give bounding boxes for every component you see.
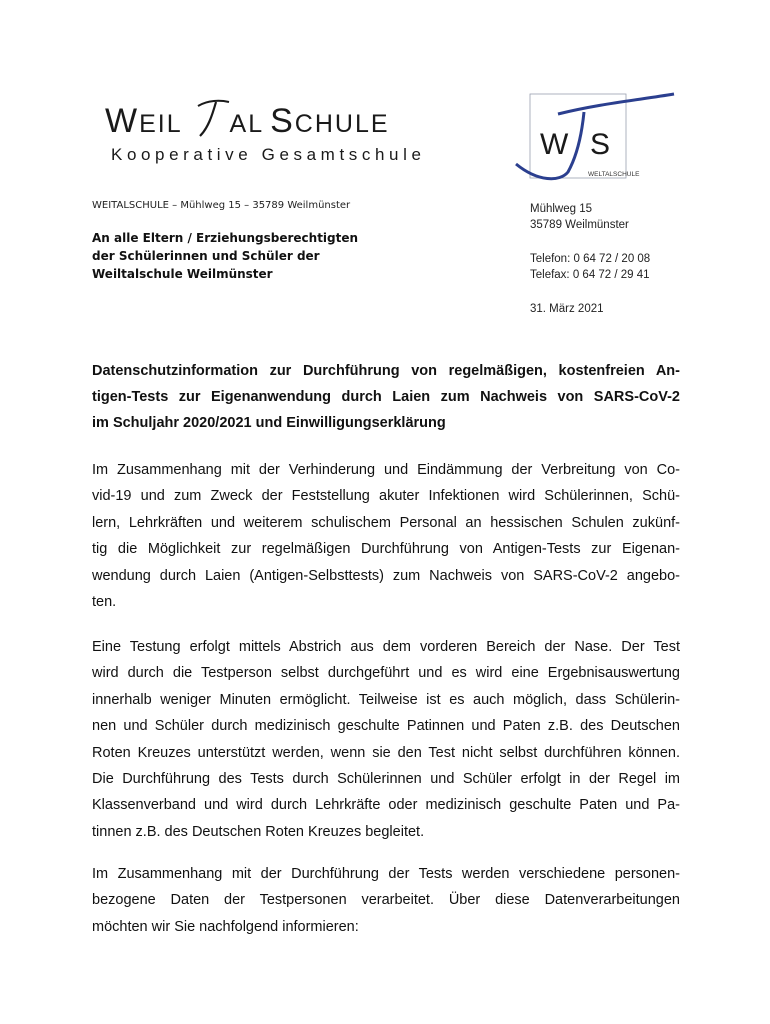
logo-swash-t-icon	[196, 98, 230, 138]
contact-street: Mühlweg 15	[530, 203, 593, 215]
heading-line: tigen-Tests zur Eigenanwendung durch Laien zum Nachweis von SARS-CoV-2	[92, 389, 680, 405]
heading-line: Datenschutzinformation zur Durchführung von regelmäßigen, kostenfreien An-	[92, 363, 680, 379]
emblem-letter-w: W	[540, 128, 569, 161]
paragraph-line: wendung durch Laien (Antigen-Selbsttests) zum Nachweis von SARS-CoV-2 angebo-	[92, 567, 680, 584]
contact-block	[530, 201, 690, 317]
paragraph-line: Klassenverband und wird durch Lehrkräfte oder medizinisch geschulte Paten und Pa-	[92, 797, 680, 814]
paragraph-line: ten.	[92, 594, 117, 611]
paragraph-line: nen und Schüler durch medizinisch geschulte Patinnen und Paten z.B. des Deutschen	[92, 718, 680, 735]
paragraph-line: tinnen z.B. des Deutschen Roten Kreuzes begleitet.	[92, 823, 425, 840]
emblem-letter-s: S	[590, 128, 611, 161]
contact-city: 35789 Weilmünster	[530, 219, 629, 231]
paragraph-line: Die Durchführung des Tests durch Schülerinnen und Schüler erfolgt in der Regel im	[92, 771, 680, 788]
paragraph-line: innerhalb weniger Minuten ermöglicht. Teilweise ist es auch möglich, dass Schülerin-	[92, 691, 680, 708]
body-paragraph-3	[92, 861, 680, 940]
logo-letters-eil: EIL	[139, 110, 183, 138]
paragraph-line: wird durch die Testperson selbst durchgeführt und es wird eine Ergebnisauswertung	[92, 665, 680, 682]
body-paragraph-2	[92, 634, 680, 845]
paragraph-line: Roten Kreuzes unterstützt werden, wenn sie den Test nicht selbst durchführen können.	[92, 744, 680, 761]
logo-letter-w: W	[105, 102, 140, 140]
school-logo	[105, 98, 445, 176]
paragraph-line: bezogene Daten der Testpersonen verarbeitet. Über diese Datenverarbeitungen	[92, 892, 680, 909]
logo-letters-al: AL	[229, 110, 265, 138]
contact-fax: Telefax: 0 64 72 / 29 41	[530, 269, 650, 281]
letter-subject-heading	[92, 358, 680, 436]
recipient-line: Weiltalschule Weilmünster	[92, 267, 273, 281]
contact-phone: Telefon: 0 64 72 / 20 08	[530, 253, 651, 265]
heading-line: im Schuljahr 2020/2021 und Einwilligungserklärung	[92, 415, 446, 431]
logo-letter-s: S	[270, 102, 295, 140]
paragraph-line: lern, Lehrkräften und weiterem schulischem Personal an hessischen Schulen zukünf-	[92, 514, 680, 531]
paragraph-line: möchten wir Sie nachfolgend informieren:	[92, 918, 359, 935]
sender-address-line: WEITALSCHULE – Mühlweg 15 – 35789 Weilmünster	[92, 200, 351, 211]
paragraph-line: tig die Möglichkeit zur regelmäßigen Durchführung von Antigen-Tests zur Eigenan-	[92, 541, 680, 558]
paragraph-line: Eine Testung erfolgt mittels Abstrich aus dem vorderen Bereich der Nase. Der Test	[92, 639, 680, 655]
recipient-line: der Schülerinnen und Schüler der	[92, 249, 320, 263]
emblem-caption: WELTALSCHULE	[588, 171, 640, 178]
paragraph-line: Im Zusammenhang mit der Verhinderung und Eindämmung der Verbreitung von Co-	[92, 462, 680, 478]
school-emblem-icon	[508, 92, 676, 182]
logo-letters-chule: CHULE	[294, 110, 390, 138]
paragraph-line: Im Zusammenhang mit der Durchführung der Tests werden verschiedene personen-	[92, 866, 680, 882]
logo-title	[105, 98, 390, 141]
recipient-block	[92, 229, 392, 283]
paragraph-line: vid-19 und zum Zweck der Feststellung akuter Infektionen wird Schülerinnen, Schü-	[92, 488, 680, 505]
logo-subtitle: Kooperative Gesamtschule	[111, 145, 426, 164]
letter-date: 31. März 2021	[530, 303, 604, 315]
recipient-line: An alle Eltern / Erziehungsberechtigten	[92, 231, 359, 245]
body-paragraph-1	[92, 457, 680, 615]
